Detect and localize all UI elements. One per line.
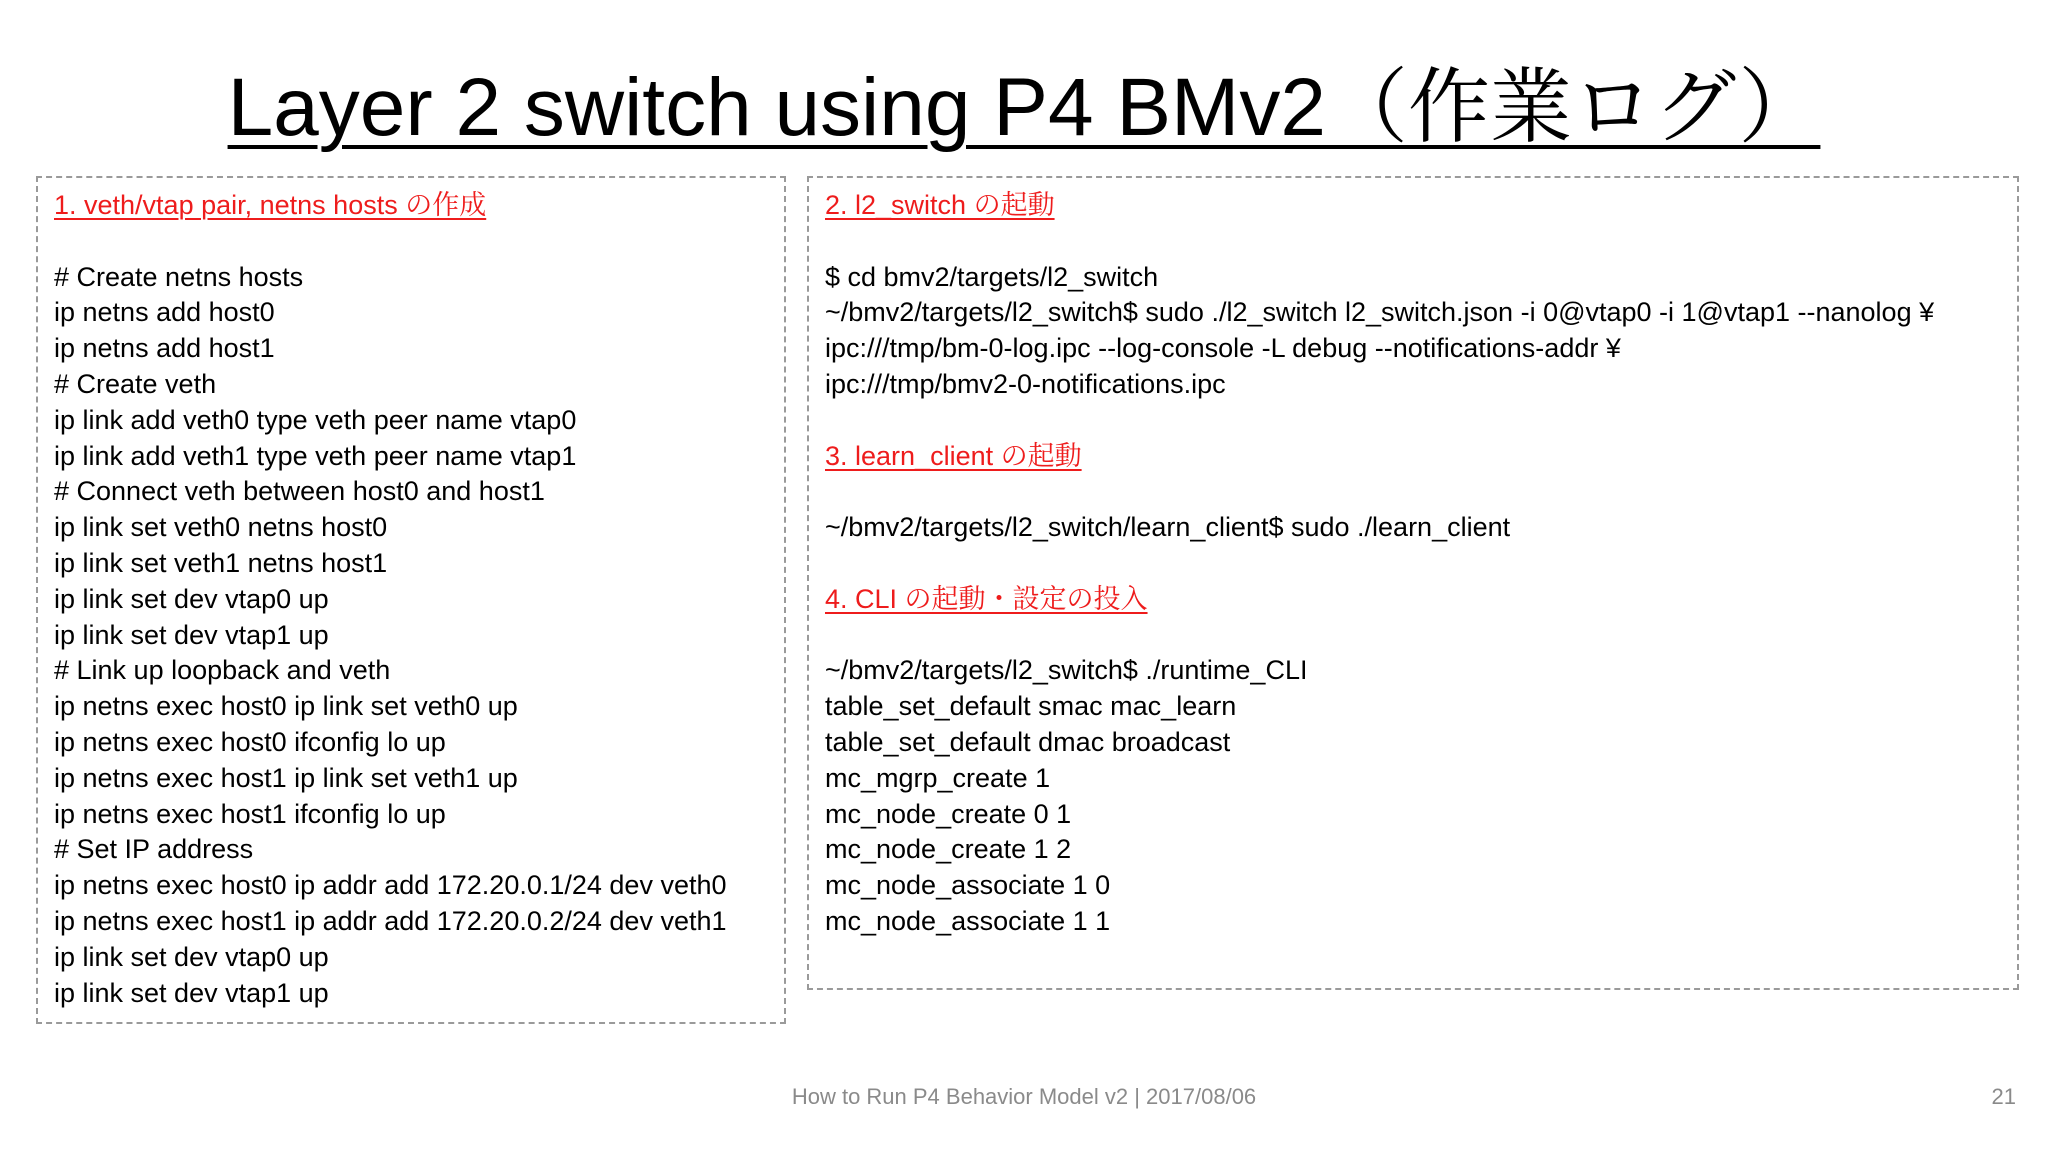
command-line: # Create veth xyxy=(54,368,217,399)
command-line: ~/bmv2/targets/l2_switch$ ./runtime_CLI xyxy=(825,655,1308,686)
command-line: ip link set dev vtap1 up xyxy=(54,977,329,1008)
command-line: mc_mgrp_create 1 xyxy=(825,762,1051,793)
command-line: # Create netns hosts xyxy=(54,261,304,292)
command-line: ip netns exec host1 ip addr add 172.20.0.2/24 dev veth1 xyxy=(54,905,727,936)
section-heading-l2-switch: 2. l2_switch の起動 xyxy=(825,190,1055,220)
command-line: # Link up loopback and veth xyxy=(54,655,391,686)
setup-steps-body xyxy=(54,188,776,1011)
command-line: # Connect veth between host0 and host1 xyxy=(54,476,545,507)
command-line: ip netns exec host0 ip link set veth0 up xyxy=(54,691,518,722)
run-steps-panel xyxy=(807,176,2019,990)
command-line: ip netns add host1 xyxy=(54,333,275,364)
spacer xyxy=(825,474,2009,510)
command-line: ip link add veth1 type veth peer name vtap1 xyxy=(54,440,577,471)
spacer xyxy=(54,224,776,260)
command-line: ipc:///tmp/bm-0-log.ipc --log-console -L debug --notifications-addr ¥ xyxy=(825,333,1621,364)
section-heading-learn-client: 3. learn_client の起動 xyxy=(825,440,1082,471)
command-line: ip netns exec host0 ifconfig lo up xyxy=(54,726,446,757)
command-line: ip link set dev vtap0 up xyxy=(54,583,329,614)
section-heading-netns: 1. veth/vtap pair, netns hosts の作成 xyxy=(54,190,487,220)
slide-title: Layer 2 switch using P4 BMv2（作業ログ） xyxy=(227,62,1821,153)
command-line: mc_node_create 0 1 xyxy=(825,798,1072,829)
page-number: 21 xyxy=(1991,1084,2016,1109)
command-line: $ cd bmv2/targets/l2_switch xyxy=(825,261,1159,292)
command-line: ip link set dev vtap0 up xyxy=(54,941,329,972)
command-line: ~/bmv2/targets/l2_switch/learn_client$ sudo ./learn_client xyxy=(825,512,1511,543)
command-line: ip netns exec host1 ifconfig lo up xyxy=(54,798,446,829)
command-line: ip link set dev vtap1 up xyxy=(54,619,329,650)
setup-steps-panel xyxy=(36,176,786,1024)
spacer xyxy=(825,618,2009,654)
command-line: table_set_default dmac broadcast xyxy=(825,726,1231,757)
command-line: ipc:///tmp/bmv2-0-notifications.ipc xyxy=(825,368,1226,399)
spacer xyxy=(825,546,2009,582)
command-line: ip netns exec host1 ip link set veth1 up xyxy=(54,762,518,793)
section-heading-cli: 4. CLI の起動・設定の投入 xyxy=(825,583,1148,614)
command-line: ip netns add host0 xyxy=(54,297,275,328)
spacer xyxy=(825,403,2009,439)
command-line: mc_node_create 1 2 xyxy=(825,834,1072,865)
spacer xyxy=(825,224,2009,260)
run-steps-body xyxy=(825,188,2009,940)
command-line: ~/bmv2/targets/l2_switch$ sudo ./l2_switch l2_switch.json -i 0@vtap0 -i 1@vtap1 --nanolog ¥ xyxy=(825,297,1935,328)
command-line: ip link add veth0 type veth peer name vtap0 xyxy=(54,404,577,435)
command-line: ip link set veth1 netns host1 xyxy=(54,547,388,578)
command-line: mc_node_associate 1 1 xyxy=(825,905,1111,936)
command-line: mc_node_associate 1 0 xyxy=(825,870,1111,901)
command-line: ip netns exec host0 ip addr add 172.20.0.1/24 dev veth0 xyxy=(54,870,727,901)
command-line: # Set IP address xyxy=(54,834,254,865)
footer-text: How to Run P4 Behavior Model v2 | 2017/08/06 xyxy=(791,1084,1257,1109)
command-line: table_set_default smac mac_learn xyxy=(825,691,1237,722)
command-line: ip link set veth0 netns host0 xyxy=(54,512,388,543)
